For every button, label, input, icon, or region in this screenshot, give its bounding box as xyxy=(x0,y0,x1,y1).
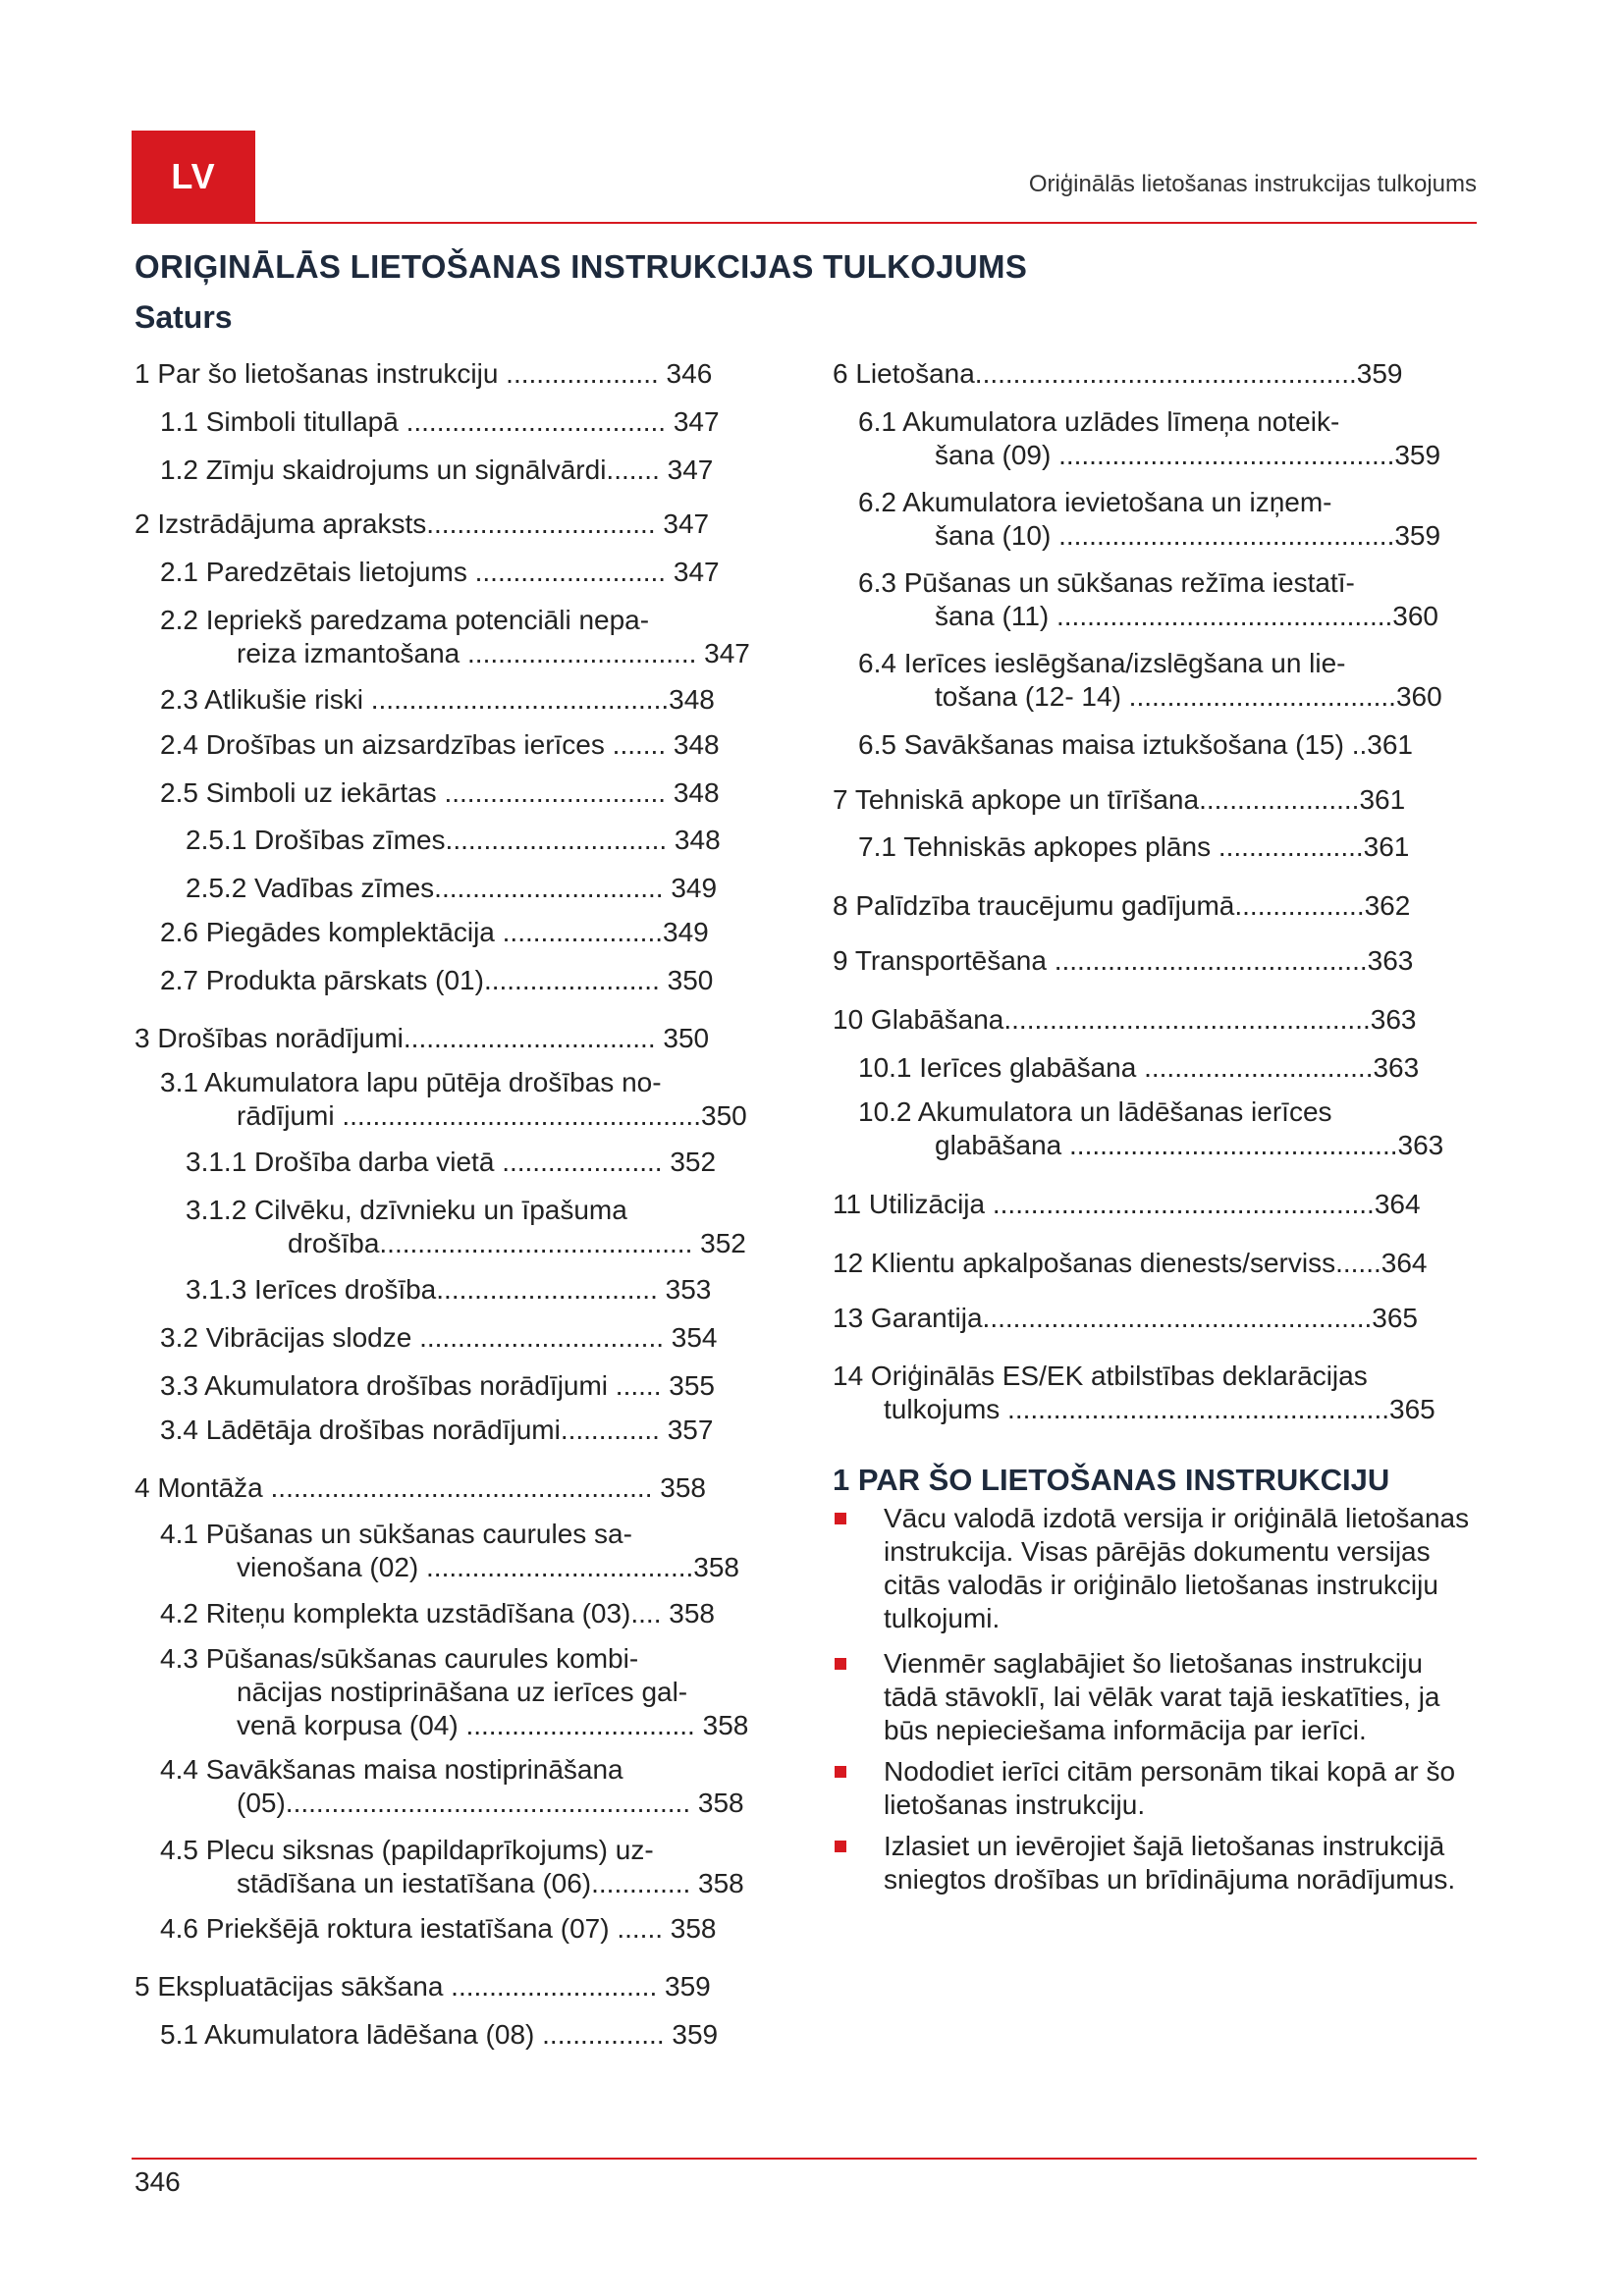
toc-entry-4-2[interactable] xyxy=(160,1597,715,1630)
toc-line: 3.4 Lādētāja drošības norādījumi............. 357 xyxy=(160,1415,714,1445)
toc-line: 7 Tehniskā apkope un tīrīšana.....................361 xyxy=(833,784,1406,815)
toc-line: 6.2 Akumulatora ievietošana un izņem- xyxy=(858,487,1332,517)
toc-entry-1-2[interactable] xyxy=(160,454,713,487)
bullet-item xyxy=(833,1755,1481,1822)
toc-line: 14 Oriģinālās ES/EK atbilstības deklarācijas xyxy=(833,1361,1368,1391)
toc-entry-5-1[interactable] xyxy=(160,2018,718,2052)
bullet-text: Vienmēr saglabājiet šo lietošanas instrukciju tādā stāvoklī, lai vēlāk varat tajā ieskatīties, ja būs nepieciešama informācija par ierīci. xyxy=(884,1648,1440,1745)
toc-line: 2.5 Simboli uz iekārtas ............................. 348 xyxy=(160,777,720,808)
toc-line: stādīšana un iestatīšana (06)............. 358 xyxy=(237,1868,744,1898)
toc-entry-3-1[interactable] xyxy=(160,1066,747,1133)
toc-entry-2-7[interactable] xyxy=(160,964,713,997)
toc-entry-2-6[interactable] xyxy=(160,916,709,949)
bullet-square-icon xyxy=(835,1513,846,1524)
toc-entry-6-3[interactable] xyxy=(858,566,1438,633)
toc-line: 7.1 Tehniskās apkopes plāns ...................361 xyxy=(858,831,1410,862)
toc-entry-9[interactable] xyxy=(833,944,1413,978)
toc-line: 2.1 Paredzētais lietojums ......................... 347 xyxy=(160,557,720,587)
toc-entry-2-4[interactable] xyxy=(160,728,720,762)
toc-line: tošana (12- 14) ...................................360 xyxy=(935,681,1442,712)
bullet-text: Nododiet ierīci citām personām tikai kopā ar šo lietošanas instrukciju. xyxy=(884,1756,1456,1820)
toc-line: 4.3 Pūšanas/sūkšanas caurules kombi- xyxy=(160,1643,639,1674)
toc-line: nācijas nostiprināšana uz ierīces gal- xyxy=(237,1677,688,1707)
toc-line: 4.1 Pūšanas un sūkšanas caurules sa- xyxy=(160,1519,632,1549)
toc-line: 2.4 Drošības un aizsardzības ierīces ....... 348 xyxy=(160,729,720,760)
toc-line: 5.1 Akumulatora lādēšana (08) ................ 359 xyxy=(160,2019,719,2050)
toc-line: 6 Lietošana..................................................359 xyxy=(833,358,1403,389)
bullet-text: Izlasiet un ievērojiet šajā lietošanas instrukcijā sniegtos drošības un brīdinājuma norādījumus. xyxy=(884,1831,1456,1895)
toc-line: 4.6 Priekšējā roktura iestatīšana (07) ...... 358 xyxy=(160,1913,717,1944)
toc-line: tulkojums ..................................................365 xyxy=(884,1394,1435,1424)
toc-line: 4.4 Savākšanas maisa nostiprināšana xyxy=(160,1754,623,1785)
bullet-square-icon xyxy=(835,1766,846,1778)
toc-entry-3-1-2[interactable] xyxy=(186,1194,746,1260)
toc-entry-1[interactable] xyxy=(135,357,712,391)
toc-line: 3.1.3 Ierīces drošība............................. 353 xyxy=(186,1274,712,1305)
toc-entry-2-3[interactable] xyxy=(160,683,715,717)
toc-entry-4-1[interactable] xyxy=(160,1518,739,1584)
toc-line: 1 Par šo lietošanas instrukciju .................... 346 xyxy=(135,358,713,389)
toc-line: 3.2 Vibrācijas slodze ................................ 354 xyxy=(160,1322,718,1353)
toc-line: šana (09) ............................................359 xyxy=(935,440,1441,470)
toc-line: 2.6 Piegādes komplektācija .....................349 xyxy=(160,917,709,947)
toc-entry-6-5[interactable] xyxy=(858,728,1413,762)
toc-entry-5[interactable] xyxy=(135,1970,711,2003)
toc-entry-13[interactable] xyxy=(833,1302,1418,1335)
toc-line: 1.2 Zīmju skaidrojums un signālvārdi....... 347 xyxy=(160,454,714,485)
toc-line: 6.5 Savākšanas maisa iztukšošana (15) ..361 xyxy=(858,729,1413,760)
toc-entry-10-2[interactable] xyxy=(858,1095,1443,1162)
toc-entry-2-2[interactable] xyxy=(160,604,750,670)
toc-line: 12 Klientu apkalpošanas dienests/serviss......364 xyxy=(833,1248,1428,1278)
toc-line: rādījumi ...............................................350 xyxy=(237,1100,747,1131)
toc-line: reiza izmantošana .............................. 347 xyxy=(237,638,750,668)
header-title: Oriģinālās lietošanas instrukcijas tulkojums xyxy=(1028,171,1477,197)
toc-entry-2-5[interactable] xyxy=(160,776,720,810)
toc-line: 11 Utilizācija ..................................................364 xyxy=(833,1189,1421,1219)
toc-line: 4.5 Plecu siksnas (papildaprīkojums) uz- xyxy=(160,1835,654,1865)
toc-entry-3-2[interactable] xyxy=(160,1321,718,1355)
toc-line: 10 Glabāšana................................................363 xyxy=(833,1004,1417,1035)
toc-line: (05)..................................................... 358 xyxy=(237,1788,744,1818)
toc-entry-2-5-2[interactable] xyxy=(186,872,717,905)
toc-line: 6.4 Ierīces ieslēgšana/izslēgšana un lie- xyxy=(858,648,1346,678)
header-divider xyxy=(132,222,1477,224)
toc-line: 2 Izstrādājuma apraksts.............................. 347 xyxy=(135,508,710,539)
footer-divider xyxy=(132,2158,1477,2160)
toc-entry-2-5-1[interactable] xyxy=(186,824,721,857)
toc-line: 2.2 Iepriekš paredzama potenciāli nepa- xyxy=(160,605,650,635)
toc-entry-4[interactable] xyxy=(135,1471,706,1505)
toc-line: 1.1 Simboli titullapā .................................. 347 xyxy=(160,406,720,437)
toc-line: 5 Ekspluatācijas sākšana ........................... 359 xyxy=(135,1971,711,2002)
toc-entry-6-4[interactable] xyxy=(858,647,1442,714)
language-badge: LV xyxy=(132,131,255,223)
toc-entry-8[interactable] xyxy=(833,889,1410,923)
page-number: 346 xyxy=(135,2166,181,2197)
toc-line: drošība......................................... 352 xyxy=(288,1228,746,1258)
bullet-text: Vācu valodā izdotā versija ir oriģinālā lietošanas instrukcija. Visas pārējās dokumentu versijas citās valodās ir oriģinālo lietošanas instrukciju tulkojumi. xyxy=(884,1503,1470,1633)
toc-line: 6.1 Akumulatora uzlādes līmeņa noteik- xyxy=(858,406,1340,437)
toc-line: 13 Garantija...................................................365 xyxy=(833,1303,1418,1333)
toc-entry-3-1-1[interactable] xyxy=(186,1146,716,1179)
toc-line: vienošana (02) ...................................358 xyxy=(237,1552,739,1582)
toc-entry-4-6[interactable] xyxy=(160,1912,717,1946)
bullet-item xyxy=(833,1830,1481,1896)
toc-entry-10-1[interactable] xyxy=(858,1051,1419,1085)
toc-line: 8 Palīdzība traucējumu gadījumā.................362 xyxy=(833,890,1411,921)
toc-line: 10.2 Akumulatora un lādēšanas ierīces xyxy=(858,1096,1332,1127)
toc-entry-11[interactable] xyxy=(833,1188,1421,1221)
toc-line: 9 Transportēšana .........................................363 xyxy=(833,945,1414,976)
toc-line: 2.7 Produkta pārskats (01)....................... 350 xyxy=(160,965,714,995)
toc-entry-6[interactable] xyxy=(833,357,1402,391)
toc-line: 4.2 Riteņu komplekta uzstādīšana (03).... 358 xyxy=(160,1598,715,1629)
toc-entry-1-1[interactable] xyxy=(160,405,720,439)
toc-line: 2.5.1 Drošības zīmes............................. 348 xyxy=(186,825,721,855)
toc-line: 3.1.1 Drošība darba vietā ..................... 352 xyxy=(186,1147,717,1177)
document-title: ORIĢINĀLĀS LIETOŠANAS INSTRUKCIJAS TULKOJUMS xyxy=(135,248,1028,285)
toc-entry-4-3[interactable] xyxy=(160,1642,748,1742)
toc-entry-3-1-3[interactable] xyxy=(186,1273,711,1307)
section-1-heading: 1 PAR ŠO LIETOŠANAS INSTRUKCIJU xyxy=(833,1463,1390,1497)
toc-entry-7-1[interactable] xyxy=(858,830,1409,864)
toc-line: šana (11) ............................................360 xyxy=(935,601,1438,631)
toc-line: 6.3 Pūšanas un sūkšanas režīma iestatī- xyxy=(858,567,1355,598)
toc-entry-14[interactable] xyxy=(833,1360,1435,1426)
toc-line: venā korpusa (04) .............................. 358 xyxy=(237,1710,749,1740)
bullet-item xyxy=(833,1647,1481,1747)
toc-line: 3 Drošības norādījumi................................. 350 xyxy=(135,1023,710,1053)
toc-line: 3.1 Akumulatora lapu pūtēja drošības no- xyxy=(160,1067,662,1097)
bullet-square-icon xyxy=(835,1841,846,1852)
toc-entry-12[interactable] xyxy=(833,1247,1427,1280)
bullet-item xyxy=(833,1502,1481,1635)
toc-line: šana (10) ............................................359 xyxy=(935,520,1441,551)
toc-line: glabāšana ...........................................363 xyxy=(935,1130,1444,1160)
toc-line: 3.3 Akumulatora drošības norādījumi ...... 355 xyxy=(160,1370,715,1401)
toc-entry-7[interactable] xyxy=(833,783,1405,817)
toc-entry-10[interactable] xyxy=(833,1003,1416,1037)
toc-entry-3[interactable] xyxy=(135,1022,709,1055)
toc-entry-3-3[interactable] xyxy=(160,1369,715,1403)
toc-entry-6-2[interactable] xyxy=(858,486,1440,553)
contents-heading: Saturs xyxy=(135,299,233,335)
toc-entry-3-4[interactable] xyxy=(160,1414,713,1447)
toc-line: 3.1.2 Cilvēku, dzīvnieku un īpašuma xyxy=(186,1195,627,1225)
toc-entry-4-5[interactable] xyxy=(160,1834,744,1900)
toc-line: 10.1 Ierīces glabāšana ..............................363 xyxy=(858,1052,1420,1083)
toc-entry-2-1[interactable] xyxy=(160,556,720,589)
toc-line: 2.5.2 Vadības zīmes.............................. 349 xyxy=(186,873,718,903)
toc-entry-4-4[interactable] xyxy=(160,1753,744,1820)
bullet-square-icon xyxy=(835,1658,846,1670)
toc-line: 4 Montāža .................................................. 358 xyxy=(135,1472,706,1503)
toc-line: 2.3 Atlikušie riski .......................................348 xyxy=(160,684,715,715)
toc-entry-2[interactable] xyxy=(135,507,709,541)
toc-entry-6-1[interactable] xyxy=(858,405,1440,472)
